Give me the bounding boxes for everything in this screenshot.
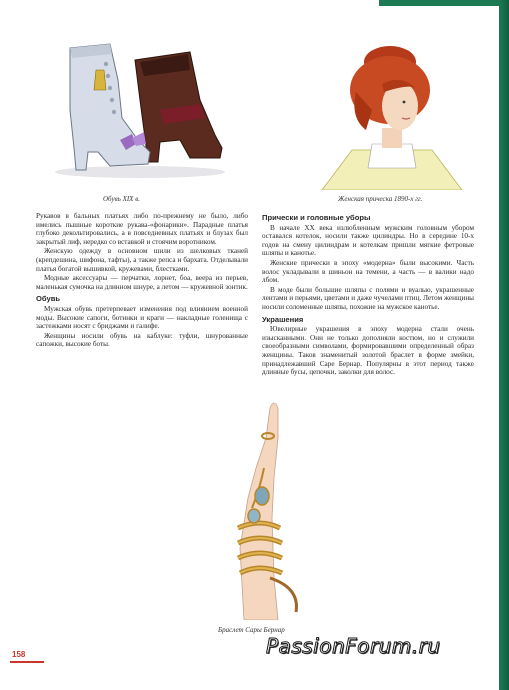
section-heading: Прически и головные уборы xyxy=(262,213,371,222)
paragraph: Модные аксессуары — перчатки, лорнет, боа, веера из перьев, маленькая сумочка на длинном шнуре, а летом — кружевной зонтик. xyxy=(36,274,248,291)
paragraph: Женщины носили обувь на каблуке: туфли, шнурованные сапожки, высокие боты. xyxy=(36,331,248,349)
paragraph: В начале XX века излюбленным мужским головным убором оставался котелок, носили также цилиндры. Но в середине 10-х годов на смену цилиндрам и котелкам пришли мягкие фетровые шляпы и канотье. xyxy=(262,223,474,258)
shoes-caption: Обувь XIX в. xyxy=(103,195,140,203)
hairstyle-illustration xyxy=(312,40,472,190)
paragraph: Женские прически в эпоху «модерна» были высокими. Часть волос укладывали в шиньон на темени, а часть — в валики надо лбом. xyxy=(262,258,474,285)
paragraph: Ювелирные украшения в эпоху модерна стали очень изысканными. Они не только дополняли костюм, но и служили своеобразными символами, формировавшими определенный образ женщины. Таков знаменитый золотой браслет в форме змейки, принадлежавший Саре Бернар. Популярны в этот период также длинные бусы, цепочки, заколки для волос. xyxy=(262,325,474,377)
paragraph: В моде были большие шляпы с полями и вуалью, украшенные лентами и перьями, цветами и даже чучелами птиц. Летом женщины носили соломенные шляпы, похожие на мужское канотье. xyxy=(262,285,474,311)
paragraph: Женскую одежду в основном шили из шелковых тканей (крепдешина, шифона, тафты), а также репса и бархата. Отделывали платья богатой вышивкой, кружевами, блестками. xyxy=(36,247,248,273)
page-number: 158 xyxy=(12,650,26,659)
page-number-rule xyxy=(10,661,44,663)
section-heading: Украшения xyxy=(262,314,304,324)
paragraph: Рукавов в бальных платьях либо по-прежнему не было, либо имелись пышные короткие рукава-«фонарики». Парадные платья глубоко декольтировались, а в повседневных платьях и блузах был закрытый лиф, нередко со вставкой и стоячим воротником. xyxy=(36,212,248,246)
watermark: PassionForum.ru xyxy=(266,634,441,658)
bracelet-illustration xyxy=(200,398,320,620)
right-text-column xyxy=(262,212,474,378)
left-text-column xyxy=(36,212,248,350)
bracelet-caption: Браслет Сары Бернар xyxy=(218,626,285,634)
page-top-strip xyxy=(379,0,499,6)
page-edge-strip xyxy=(499,0,509,690)
hairstyle-caption: Женская прическа 1890-х гг. xyxy=(338,195,423,203)
shoes-illustration xyxy=(40,40,230,190)
section-heading: Обувь xyxy=(36,294,61,304)
paragraph: Мужская обувь претерпевает изменения под влиянием военной моды. Высокие сапоги, ботинки и краги — накладные голенища с застежками носят с бриджами и галифе. xyxy=(36,304,248,331)
